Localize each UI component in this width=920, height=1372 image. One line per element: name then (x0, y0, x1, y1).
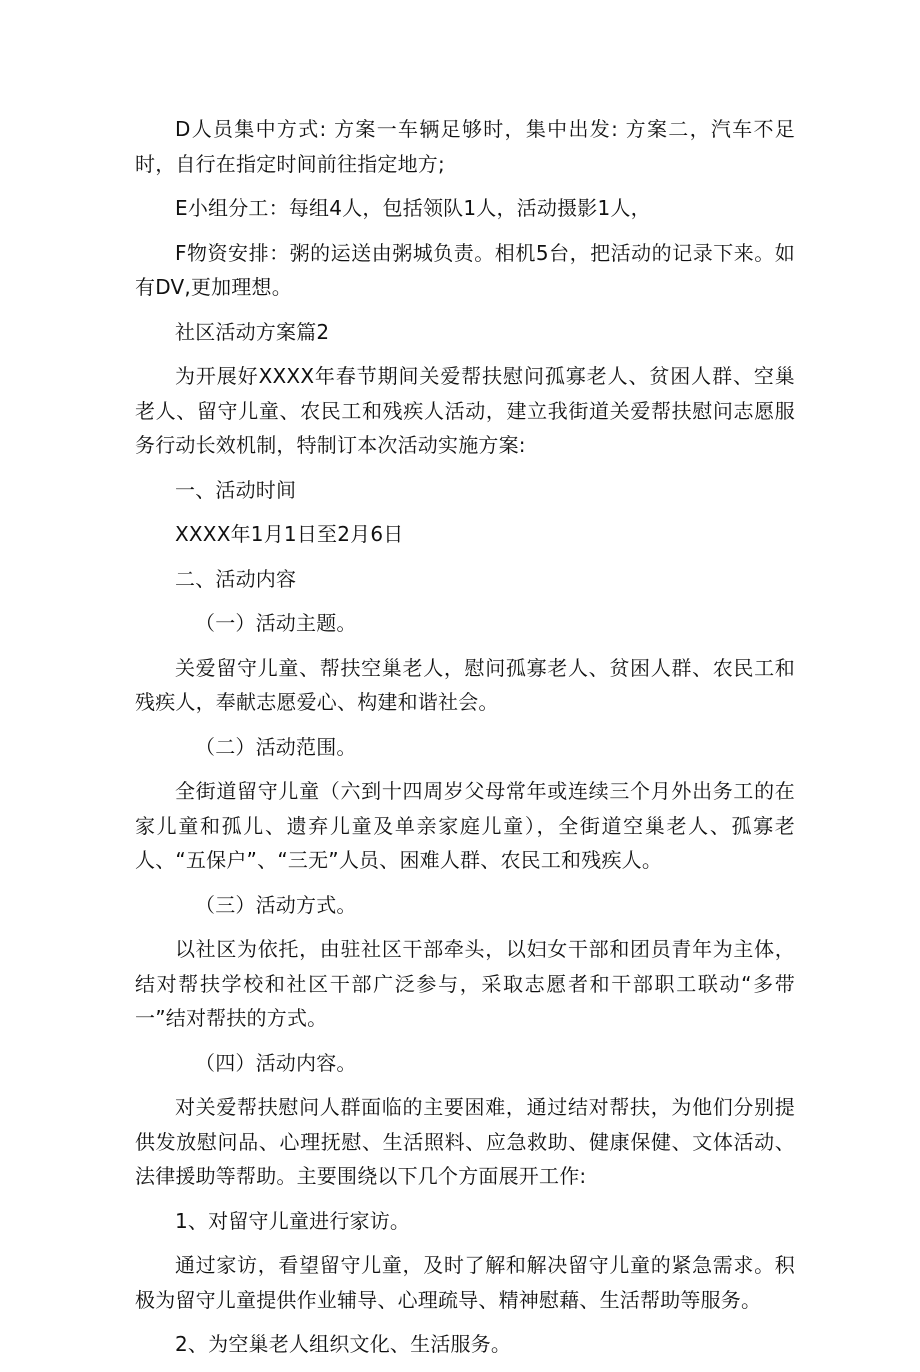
paragraph-scope: 全街道留守儿童（六到十四周岁父母常年或连续三个月外出务工的在家儿童和孤儿、遗弃儿童及单亲家庭儿童），全街道空巢老人、孤寡老人、“五保户”、“三无”人员、困难人群、农民工和残疾人。 (135, 779, 795, 872)
subheading-scope: （二）活动范围。 (195, 734, 357, 759)
paragraph-content: 对关爱帮扶慰问人群面临的主要困难，通过结对帮扶，为他们分别提供发放慰问品、心理抚慰、生活照料、应急救助、健康保健、文体活动、法律援助等帮助。主要围绕以下几个方面展开工作: (135, 1095, 795, 1188)
list-item-home-visits: 1、对留守儿童进行家访。 (175, 1208, 411, 1233)
paragraph-method: 以社区为依托，由驻社区干部牵头，以妇女干部和团员青年为主体，结对帮扶学校和社区干部广泛参与，采取志愿者和干部职工联动“多带一”结对帮扶的方式。 (135, 937, 795, 1030)
subheading-theme: （一）活动主题。 (195, 611, 357, 635)
paragraph-activity-dates: XXXX年1月1日至2月6日 (175, 522, 404, 546)
subheading-method: （三）活动方式。 (195, 892, 357, 917)
subheading-content: （四）活动内容。 (195, 1050, 357, 1075)
paragraph-theme: 关爱留守儿童、帮扶空巢老人，慰问孤寡老人、贫困人群、农民工和残疾人，奉献志愿爱心、构建和谐社会。 (135, 655, 795, 714)
section-title-plan-2: 社区活动方案篇2 (175, 319, 330, 344)
heading-activity-content: 二、活动内容 (175, 566, 297, 591)
document-body (135, 112, 795, 1372)
heading-activity-time: 一、活动时间 (175, 477, 297, 502)
paragraph-gathering-method: D人员集中方式: 方案一车辆足够时，集中出发: 方案二，汽车不足时，自行在指定时间前往指定地方; (135, 117, 795, 176)
paragraph-supplies: F物资安排：粥的运送由粥城负责。相机5台，把活动的记录下来。如有DV,更加理想。 (135, 240, 795, 299)
paragraph-home-visits: 通过家访，看望留守儿童，及时了解和解决留守儿童的紧急需求。积极为留守儿童提供作业辅导、心理疏导、精神慰藉、生活帮助等服务。 (135, 1253, 795, 1312)
paragraph-intro: 为开展好XXXX年春节期间关爱帮扶慰问孤寡老人、贫困人群、空巢老人、留守儿童、农民工和残疾人活动，建立我街道关爱帮扶慰问志愿服务行动长效机制，特制订本次活动实施方案: (135, 364, 795, 457)
list-item-elderly-services: 2、为空巢老人组织文化、生活服务。 (175, 1332, 512, 1356)
paragraph-group-division: E小组分工：每组4人，包括领队1人，活动摄影1人， (175, 196, 651, 220)
